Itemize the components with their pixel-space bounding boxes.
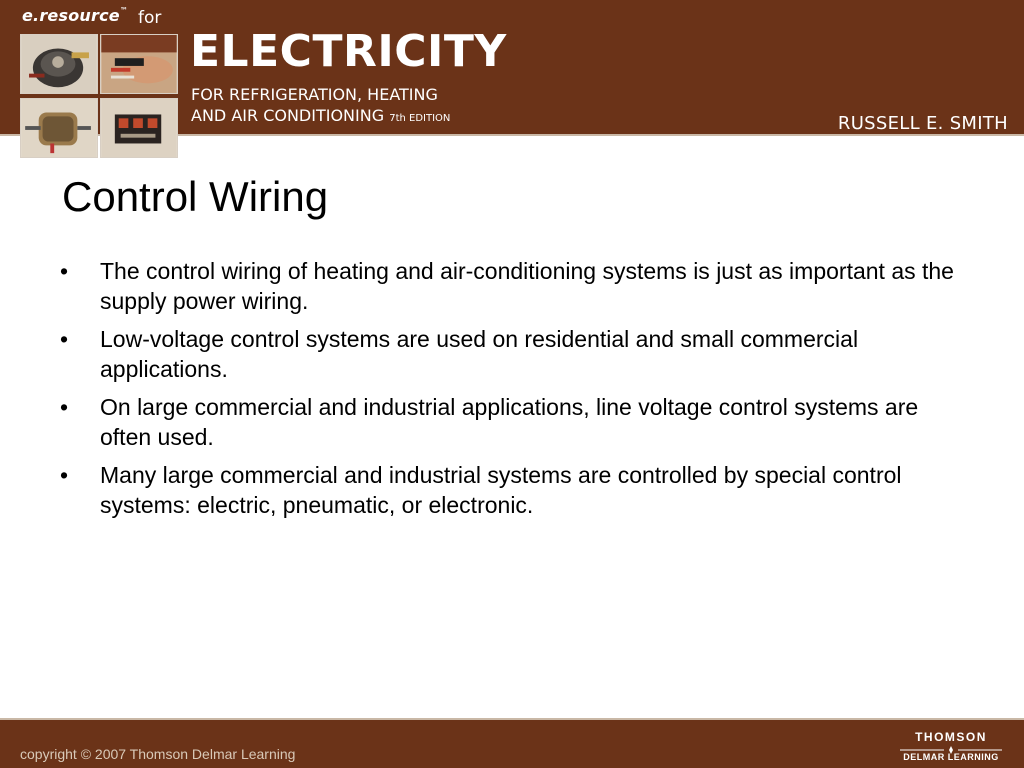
relay-photo — [100, 98, 178, 158]
bullet-item — [60, 256, 960, 316]
bullet-list — [60, 256, 960, 528]
publisher-name: THOMSON — [915, 730, 987, 744]
copyright-notice: copyright © 2007 Thomson Delmar Learning — [20, 746, 296, 762]
bullet-item — [60, 460, 960, 520]
slide-title: Control Wiring — [62, 173, 329, 220]
bullet-marker: • — [60, 326, 69, 352]
book-subtitle-line-1: FOR REFRIGERATION, HEATING — [191, 85, 438, 104]
fan-motor-photo — [20, 98, 98, 158]
wiring-hand-photo — [100, 34, 178, 94]
wiring-hand-photo-image — [101, 35, 177, 93]
publisher-logo — [896, 730, 1006, 764]
bullet-item — [60, 324, 960, 384]
publisher-subname: DELMAR LEARNING — [903, 752, 999, 762]
book-title: ELECTRICITY — [190, 26, 507, 77]
bullet-marker: • — [60, 258, 69, 284]
relay-photo-image — [101, 99, 177, 157]
bullet-text: Many large commercial and industrial systems are controlled by special control systems: electric, pneumatic, or electronic. — [100, 462, 902, 518]
bullet-item — [60, 392, 960, 452]
series-prefix: e.resource — [22, 6, 120, 25]
book-subtitle — [191, 84, 450, 129]
bullet-text: Low-voltage control systems are used on residential and small commercial applications. — [100, 326, 859, 382]
fan-motor-photo-image — [21, 99, 97, 157]
book-subtitle-line-2-text: AND AIR CONDITIONING — [191, 106, 385, 125]
series-for-label: for — [138, 8, 162, 28]
motor-photo-image — [21, 35, 97, 93]
edition-label: 7th EDITION — [389, 113, 451, 124]
cover-photo-grid — [20, 34, 178, 158]
bullet-text: On large commercial and industrial applications, line voltage control systems are often used. — [100, 394, 919, 450]
series-logo — [22, 6, 128, 25]
bullet-text: The control wiring of heating and air-conditioning systems is just as important as the supply power wiring. — [100, 258, 954, 314]
motor-photo — [20, 34, 98, 94]
bullet-marker: • — [60, 462, 69, 488]
author-name: RUSSELL E. SMITH — [837, 113, 1008, 134]
book-subtitle-line-2 — [191, 105, 450, 129]
series-trademark: ™ — [119, 6, 129, 15]
bullet-marker: • — [60, 394, 69, 420]
